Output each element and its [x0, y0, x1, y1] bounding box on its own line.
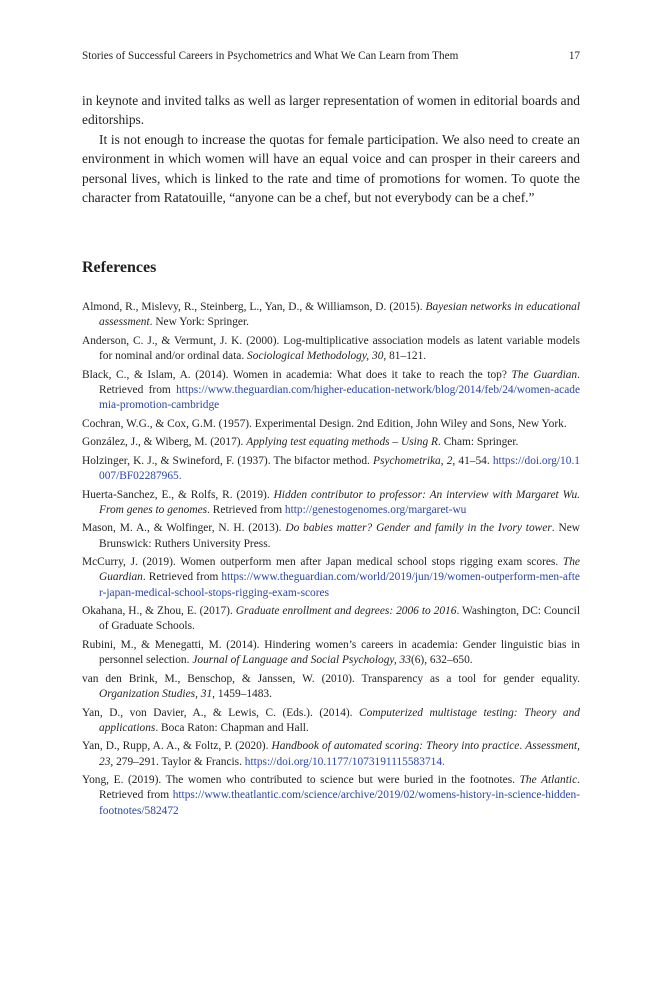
ref-text: . Retrieved from	[207, 503, 285, 516]
ref-text: . Boca Raton: Chapman and Hall.	[155, 721, 309, 734]
ref-text: Yong, E. (2019). The women who contributed to science but were buried in the footnotes.	[82, 774, 520, 787]
reference-item	[82, 604, 580, 634]
ref-text: . New York: Springer.	[149, 316, 249, 329]
ref-text: Anderson, C. J., & Vermunt, J. K. (2000). Log-multiplicative association models as latent variable models for nominal and/or ordinal data.	[82, 334, 580, 362]
reference-item	[82, 300, 580, 330]
ref-link[interactable]: http://genestogenomes.org/margaret-wu	[284, 503, 467, 516]
page-number: 17	[568, 50, 580, 62]
ref-title: The Guardian	[511, 368, 578, 381]
reference-item	[82, 435, 580, 450]
reference-item	[82, 488, 580, 518]
reference-item	[82, 638, 580, 668]
ref-text: . New Brunswick: Ruthers University Press.	[99, 522, 580, 550]
reference-item	[82, 739, 580, 769]
ref-link[interactable]: https://www.theatlantic.com/science/archive/2019/02/womens-history-in-science-hidden-footnotes/582472	[99, 789, 580, 817]
ref-title: Computerized multistage testing: Theory and applications	[99, 706, 580, 734]
ref-title: Hidden contributor to professor: An interview with Margaret Wu. From genes to genomes	[99, 488, 580, 516]
ref-title: Handbook of automated scoring: Theory into practice	[271, 740, 520, 753]
ref-title: The Guardian	[99, 556, 580, 584]
ref-text: Rubini, M., & Menegatti, M. (2014). Hindering women’s careers in academia: Gender linguistic bias in personnel selection.	[82, 638, 580, 667]
ref-text: McCurry, J. (2019). Women outperform men after Japan medical school stops rigging exam scores.	[82, 556, 563, 569]
ref-title: Organization Studies, 31	[99, 687, 213, 700]
reference-item	[82, 334, 580, 364]
ref-title: Graduate enrollment and degrees: 2006 to 2016	[235, 605, 457, 618]
ref-text: van den Brink, M., Benschop, & Janssen, W. (2010). Transparency as a tool for gender equality.	[82, 672, 580, 685]
ref-title: Sociological Methodology, 30	[247, 350, 384, 362]
ref-text: . Retrieved from	[99, 774, 580, 802]
ref-link[interactable]: https://www.theguardian.com/world/2019/jun/19/women-outperform-men-after-japan-medical-school-stops-rigging-exam-scores	[99, 571, 580, 599]
paragraph: It is not enough to increase the quotas for female participation. We also need to create an environment in which women will have an equal voice and can prosper in their careers and personal lives, which is linked to the rate and time of promotions for women. To quote the character from Ratatouille, “anyone can be a chef, but not everybody can be a chef.”	[82, 131, 580, 206]
ref-text: (6), 632–650.	[410, 654, 473, 667]
ref-text: Black, C., & Islam, A. (2014). Women in academia: What does it take to reach the top?	[82, 368, 512, 381]
ref-text: , 1459–1483.	[212, 687, 272, 700]
ref-title: Applying test equating methods – Using R	[246, 436, 438, 449]
reference-list	[82, 300, 580, 822]
ref-text: . Retrieved from	[99, 368, 580, 396]
reference-item	[82, 672, 580, 702]
page-header	[82, 50, 580, 70]
ref-text: .	[519, 740, 526, 753]
ref-text: , 279–291. Taylor & Francis.	[110, 755, 245, 768]
running-title: Stories of Successful Careers in Psychometrics and What We Can Learn from Them	[82, 50, 459, 62]
ref-journal: Assessment, 23	[99, 740, 580, 768]
ref-text: Okahana, H., & Zhou, E. (2017).	[82, 605, 236, 618]
ref-text: Huerta-Sanchez, E., & Rolfs, R. (2019).	[82, 488, 274, 501]
ref-text: González, J., & Wiberg, M. (2017).	[82, 436, 247, 449]
reference-item	[82, 454, 580, 484]
ref-title: Psychometrika, 2	[373, 454, 453, 467]
reference-item	[82, 555, 580, 601]
ref-text: Yan, D., Rupp, A. A., & Foltz, P. (2020).	[82, 740, 272, 753]
reference-item	[82, 773, 580, 819]
ref-text: . Cham: Springer.	[438, 436, 519, 449]
ref-title: Journal of Language and Social Psychology, 33	[192, 654, 411, 667]
ref-text: , 41–54.	[452, 454, 493, 467]
ref-text: . Washington, DC: Council of Graduate Schools.	[99, 605, 580, 633]
ref-text: Yan, D., von Davier, A., & Lewis, C. (Eds.). (2014).	[82, 706, 360, 719]
ref-link[interactable]: https://doi.org/10.1177/1073191115583714.	[244, 755, 445, 768]
ref-text: , 81–121.	[383, 350, 427, 362]
paragraph: in keynote and invited talks as well as larger representation of women in editorial boards and editorships.	[82, 93, 580, 128]
reference-item	[82, 706, 580, 736]
ref-link[interactable]: https://www.theguardian.com/higher-education-network/blog/2014/feb/24/women-academia-promotion-cambridge	[99, 383, 580, 411]
ref-link[interactable]: https://doi.org/10.1007/BF02287965.	[99, 454, 580, 482]
references-heading: References	[82, 259, 157, 276]
ref-text: Mason, M. A., & Wolfinger, N. H. (2013).	[82, 522, 286, 535]
ref-text: . Retrieved from	[142, 571, 222, 584]
ref-title: Bayesian networks in educational assessment	[99, 301, 580, 329]
ref-title: Do babies matter? Gender and family in the Ivory tower	[285, 522, 552, 535]
reference-item	[82, 417, 580, 432]
ref-text: Holzinger, K. J., & Swineford, F. (1937). The bifactor method.	[82, 454, 374, 467]
ref-title: The Atlantic	[519, 774, 578, 787]
body-text	[82, 91, 580, 207]
reference-item	[82, 368, 580, 414]
ref-text: Cochran, W.G., & Cox, G.M. (1957). Experimental Design. 2nd Edition, John Wiley and Sons, New York.	[82, 417, 567, 430]
reference-item	[82, 521, 580, 551]
ref-text: Almond, R., Mislevy, R., Steinberg, L., Yan, D., & Williamson, D. (2015).	[82, 301, 426, 313]
